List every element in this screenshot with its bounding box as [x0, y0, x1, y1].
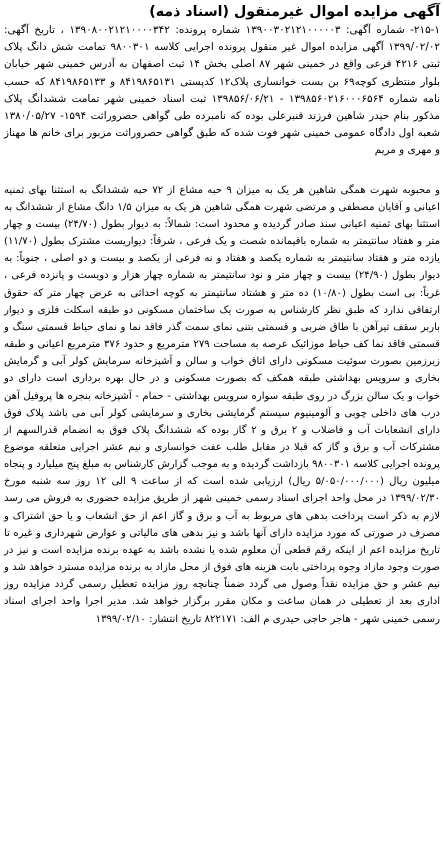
notice-title: آگهی مزایده اموال غیرمنقول (اسناد ذمه): [149, 4, 440, 20]
notice-body-paragraph: و محبوبه شهرت همگی شاهین هر یک به میزان ۹ حبه مشاع از ۷۲ حبه ششدانگ به استثنا بهای ثمنیه اعیانی و آقایان مصطفی و مرتضی شهرت همگی شاهین هر یک به میزان ۱/۵ دانگ مشاع از ششدانگ به استثنا بهای ثمنیه اعیانی سند صادر گردیده و محدود است: شمالاً: به دیوار بطول (۲۴/۷۰) بیست و چهار متر و هفتاد سانتیمتر به شماره باقیمانده شصت و یک فرعی ، شرقاً: دیواریست مشترک بطول (۱۱/۷۰) یازده متر و هفتاد سانتیمتر به شماره یکصد و هفتاد و نه فرعی از یکصد و بیست و دو اصلی ، جنوباً: به دیوار بطول (۲۴/۹۰) بیست و چهار متر و نود سانتیمتر به شماره چهار هزار و دویست و پانزده فرعی ، غرباً: بی است بطول (۱۰/۸۰) ده متر و هشتاد سانتیمتر به کوچه احداثی به عرض چهار متر که حقوق ارتفاقی ندارد که طبق نظر کارشناس به صورت یک ساختمان مسکونی دو طبقه اسکلت فلزی و دیوار باربر سقف تیرآهن با طاق ضربی و قسمتی بتنی نمای سمت گذر فاقد نما و نمای حیاط قسمتی سنگ و قسمتی فاقد نما کف حیاط موزائیک عرصه به مساحت ۲۷۹ مترمربع و حدود ۳۷۶ مترمربع اعیانی و طبقه زیرزمین بصورت سوئیت مسکونی دارای اتاق خواب و سالن و آشپزخانه سرمایش کولر آبی و گرمایش بخاری و سرویس بهداشتی طبقه همکف که بصورت مسکونی و در حال بهره برداری است دارای دو خواب و یک سالن بزرگ در روی طبقه سواره سرویس بهداشتی - حمام - آشپزخانه بنجره ها پروفیل آهن درب های داخلی چوبی و آلومینیوم سیستم گرمایشی بخاری و سرمایشی کولر آبی می باشد پلاک فوق دارای انشعابات آب و فاضلاب و ۲ برق و ۲ گاز بوده که ششدانگ پلاک فوق به انضمام قدرالسهم از مشترکات آب و برق و گاز که قبلا در مقابل طلب عفت خوانساری و نیم عشر اجرایی متعلقه موضوع پرونده اجرایی کلاسه ۹۸۰۰۳۰۱ بازداشت گردیده و به موجب گزارش کارشناس به مبلغ پنج میلیارد و پنجاه میلیون ریال (۵/۰۵۰/۰۰۰/۰۰۰ ریال) ارزیابی شده است که از ساعت ۹ الی ۱۲ روز سه شنبه مورخ ۱۳۹۹/۰۲/۳۰ در محل واحد اجرای اسناد رسمی خمینی شهر از طریق مزایده حضوری به فروش می رسد لازم به ذکر است پرداخت بدهی های مربوط به آب و برق و گاز اعم از حق انشعاب و یا حق اشتراک و مصرف در صورتی که مورد مزایده دارای آنها باشد و نیز بدهی های مالیاتی و عوارض شهرداری و غیره تا تاریخ مزایده اعم از اینکه رقم قطعی آن معلوم شده یا نشده باشد به عهده برنده مزایده است و نیز در صورت وجود مازاد وجوه پرداختی بابت هزینه های فوق از محل مازاد به برنده مزایده مسترد خواهد شد و نیم عشر و حق مزایده نقداً وصول می گردد ضمناً چنانچه روز مزایده تعطیل رسمی گردد مزایده روز اداری بعد از تعطیلی در همان ساعت و مکان مقرر برگزار خواهد شد. مدیر اجرا واحد اجرای اسناد رسمی خمینی شهر - هاجر حاجی حیدری م الف: ۸۲۲۱۷۱ تاریخ انتشار: ۱۳۹۹/۰۲/۱۰: [4, 184, 441, 625]
notice-header-paragraph: ۲۱۵-۱- شماره آگهی: ۱۳۹۰۰۳۰۲۱۲۱۰۰۰۰۰۳ شماره پرونده: ۱۳۹۰۸۰۰۲۱۲۱۰۰۰۰۳۴۲ ، تاریخ آگهی: ۱۳۹۹/۰۲/۰۲ آگهی مزایده اموال غیر منقول پرونده اجرایی کلاسه ۹۸۰۰۳۰۱ تمامت شش دانگ پلاک ثبتی ۴۲۱۶ فرعی واقع در خمینی شهر ۸۷ اصلی بخش ۱۴ ثبت اصفهان به آدرس خمینی شهر خیابان بلوار منتظری کوچه۶۹ بن بست خوانساری پلاک۱۲ کدپستی ۸۴۱۹۸۶۵۱۳۱ و ۸۴۱۹۸۶۵۱۳۳ که حسب نامه شماره ۱۳۹۸۵۶۰۲۱۶۰۰۰۶۵۶۴ - ۱۳۹۸۵۶/۰۶/۲۱ ثبت اسناد خمینی شهر تمامت ششدانگ پلاک مذکور بنام حیدر شاهین فرزند قنبرعلی بوده که نامبرده طی گواهی حصروراثت ۱۵۹۴- ۱۳۸۰/۰۵/۲۷ شعبه اول دادگاه عمومی خمینی شهر فوت شده که طبق گواهی حصروراثت مزبور برای خانم ها مهناز و مهری و مریم: [4, 24, 440, 157]
paragraph-gap: [4, 166, 440, 182]
